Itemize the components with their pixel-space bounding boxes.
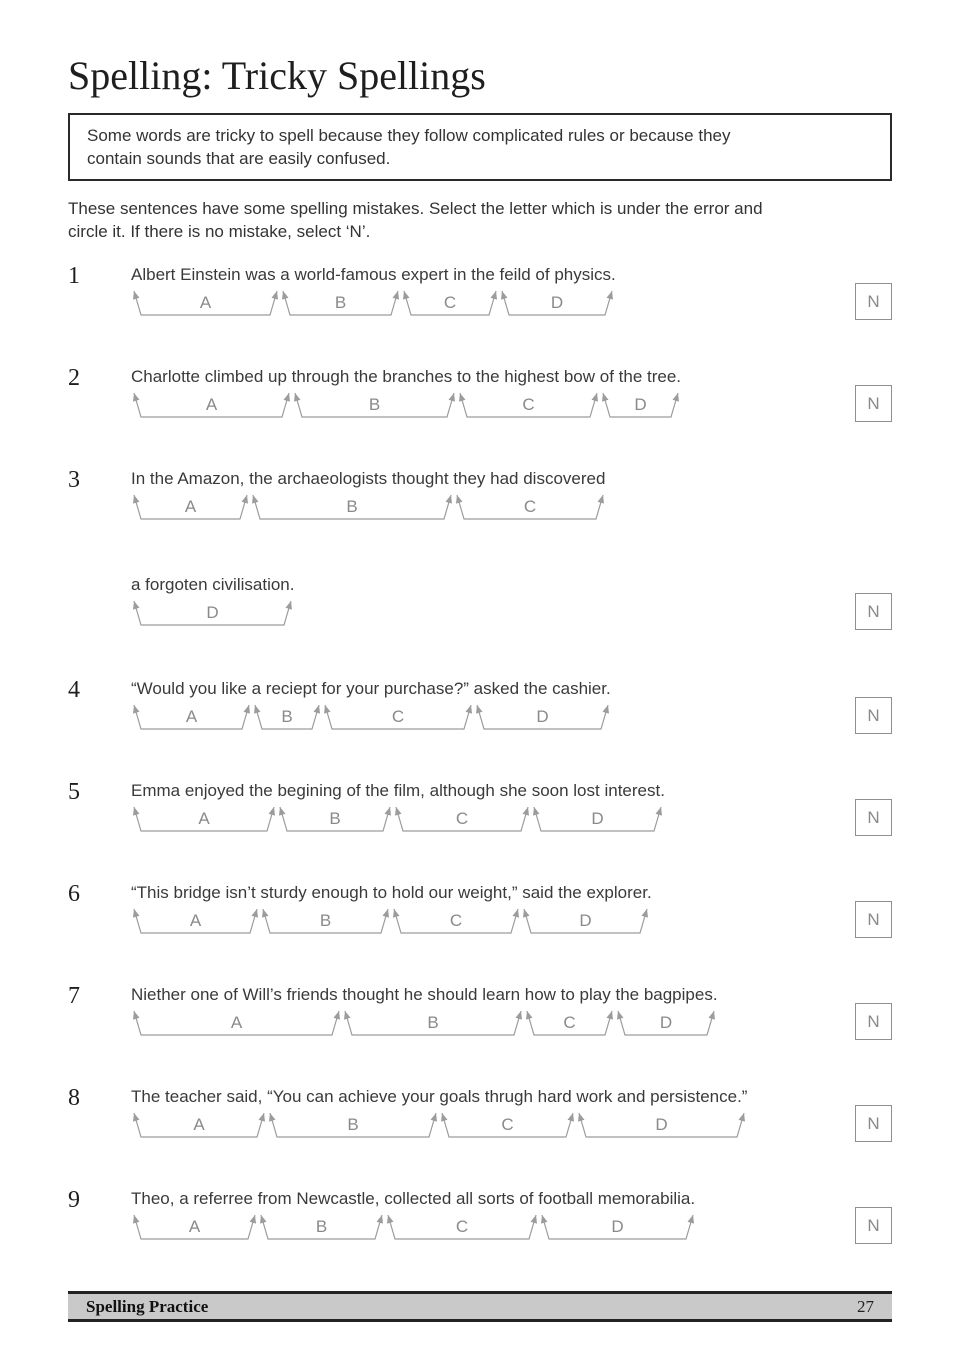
answer-option-d-q9[interactable] <box>539 1211 696 1243</box>
bracket-arrows-icon <box>439 1109 576 1141</box>
answer-brackets <box>131 491 892 523</box>
answer-option-b-q6[interactable] <box>260 905 391 937</box>
answer-option-b-q7[interactable] <box>342 1007 524 1039</box>
bracket-arrows-icon <box>277 803 393 835</box>
no-mistake-box-q9[interactable]: N <box>855 1207 892 1244</box>
option-letter: C <box>455 809 469 828</box>
answer-option-d-q2[interactable] <box>600 389 681 421</box>
question-content <box>131 779 892 881</box>
answer-option-b-q3[interactable] <box>250 491 454 523</box>
option-letter: C <box>443 293 457 312</box>
option-letter: B <box>346 497 358 516</box>
bracket-arrows-icon <box>131 597 294 629</box>
question-number: 2 <box>68 365 80 391</box>
bracket-arrows-icon <box>385 1211 539 1243</box>
answer-option-c-q5[interactable] <box>393 803 531 835</box>
bracket-arrows-icon <box>280 287 401 319</box>
page-title: Spelling: Tricky Spellings <box>68 53 486 98</box>
answer-option-b-q4[interactable] <box>252 701 322 733</box>
question-9 <box>68 1187 892 1289</box>
question-content <box>131 467 892 677</box>
question-line <box>131 677 892 733</box>
answer-option-a-q4[interactable] <box>131 701 252 733</box>
answer-option-a-q3[interactable] <box>131 491 250 523</box>
bracket-arrows-icon <box>252 701 322 733</box>
bracket-arrows-icon <box>393 803 531 835</box>
no-mistake-box-q8[interactable]: N <box>855 1105 892 1142</box>
answer-option-d-q1[interactable] <box>499 287 615 319</box>
answer-option-b-q5[interactable] <box>277 803 393 835</box>
option-letter: A <box>230 1013 243 1032</box>
option-letter: C <box>391 707 405 726</box>
answer-option-a-q2[interactable] <box>131 389 292 421</box>
question-3 <box>68 467 892 677</box>
question-4 <box>68 677 892 779</box>
question-line <box>131 881 892 937</box>
option-letter: A <box>188 1217 201 1236</box>
answer-option-c-q4[interactable] <box>322 701 474 733</box>
bracket-arrows-icon <box>521 905 650 937</box>
bracket-arrows-icon <box>524 1007 615 1039</box>
answer-brackets <box>131 1007 892 1039</box>
sentence-text: Charlotte climbed up through the branches to the highest bow of the tree. <box>131 367 682 386</box>
bracket-arrows-icon <box>342 1007 524 1039</box>
option-letter: D <box>659 1013 673 1032</box>
answer-option-a-q6[interactable] <box>131 905 260 937</box>
answer-option-c-q8[interactable] <box>439 1109 576 1141</box>
answer-option-d-q4[interactable] <box>474 701 611 733</box>
answer-option-d-q5[interactable] <box>531 803 664 835</box>
bracket-arrows-icon <box>454 491 606 523</box>
question-8 <box>68 1085 892 1187</box>
question-number: 9 <box>68 1187 80 1213</box>
no-mistake-box-q1[interactable]: N <box>855 283 892 320</box>
sentence-text: Albert Einstein was a world-famous expert in the feild of physics. <box>131 265 616 284</box>
bracket-arrows-icon <box>401 287 499 319</box>
sentence-text: Niether one of Will’s friends thought he should learn how to play the bagpipes. <box>131 985 718 1004</box>
bracket-arrows-icon <box>531 803 664 835</box>
footer-bar <box>68 1291 892 1322</box>
bracket-arrows-icon <box>267 1109 439 1141</box>
no-mistake-box-q6[interactable]: N <box>855 901 892 938</box>
option-letter: C <box>523 497 537 516</box>
question-line <box>131 365 892 421</box>
answer-option-b-q9[interactable] <box>258 1211 385 1243</box>
sentence-text: In the Amazon, the archaeologists thought they had discovered <box>131 469 606 488</box>
instructions-line-2: circle it. If there is no mistake, select ‘N’. <box>68 222 371 241</box>
answer-option-b-q1[interactable] <box>280 287 401 319</box>
bracket-arrows-icon <box>258 1211 385 1243</box>
option-letter: A <box>185 707 198 726</box>
option-letter: B <box>329 809 341 828</box>
footer-section-label: Spelling Practice <box>86 1296 209 1316</box>
option-letter: D <box>655 1115 668 1134</box>
option-letter: C <box>522 395 535 414</box>
intro-box-line-2: contain sounds that are easily confused. <box>87 149 391 168</box>
question-line <box>131 1085 892 1141</box>
answer-option-b-q2[interactable] <box>292 389 457 421</box>
answer-option-d-q8[interactable] <box>576 1109 747 1141</box>
bracket-arrows-icon <box>539 1211 696 1243</box>
answer-brackets <box>131 803 892 835</box>
question-number: 1 <box>68 263 80 289</box>
option-letter: D <box>591 809 604 828</box>
option-letter: C <box>455 1217 469 1236</box>
questions-list <box>68 263 892 1289</box>
answer-option-c-q1[interactable] <box>401 287 499 319</box>
option-letter: D <box>206 603 219 622</box>
option-letter: B <box>427 1013 439 1032</box>
answer-option-b-q8[interactable] <box>267 1109 439 1141</box>
bracket-arrows-icon <box>131 491 250 523</box>
option-letter: B <box>347 1115 359 1134</box>
option-letter: D <box>579 911 592 930</box>
option-letter: A <box>199 293 212 312</box>
question-content <box>131 1187 892 1289</box>
bracket-arrows-icon <box>131 1007 342 1039</box>
answer-option-a-q8[interactable] <box>131 1109 267 1141</box>
question-line <box>131 1187 892 1243</box>
question-number: 8 <box>68 1085 80 1111</box>
question-7 <box>68 983 892 1085</box>
answer-brackets <box>131 701 892 733</box>
question-line <box>131 983 892 1039</box>
question-number: 7 <box>68 983 80 1009</box>
no-mistake-box-q4[interactable]: N <box>855 697 892 734</box>
bracket-arrows-icon <box>600 389 681 421</box>
sentence-text: a forgoten civilisation. <box>131 575 295 594</box>
answer-brackets <box>131 905 892 937</box>
option-letter: A <box>205 395 218 414</box>
sentence-text: “This bridge isn’t sturdy enough to hold our weight,” said the explorer. <box>131 883 652 902</box>
question-content <box>131 677 892 779</box>
option-letter: A <box>193 1115 205 1134</box>
bracket-arrows-icon <box>499 287 615 319</box>
answer-brackets <box>131 1109 892 1141</box>
option-letter: A <box>189 911 202 930</box>
sentence-text: Theo, a referree from Newcastle, collected all sorts of football memorabilia. <box>131 1189 696 1208</box>
sentence-text: The teacher said, “You can achieve your goals thrugh hard work and persistence.” <box>131 1087 748 1106</box>
question-content <box>131 881 892 983</box>
no-mistake-box-q5[interactable]: N <box>855 799 892 836</box>
bracket-arrows-icon <box>250 491 454 523</box>
option-letter: D <box>634 395 647 414</box>
question-content <box>131 263 892 365</box>
question-content <box>131 983 892 1085</box>
option-letter: B <box>281 707 293 726</box>
option-letter: B <box>334 293 347 312</box>
answer-option-c-q7[interactable] <box>524 1007 615 1039</box>
option-letter: A <box>184 497 197 516</box>
option-letter: C <box>449 911 463 930</box>
bracket-arrows-icon <box>391 905 521 937</box>
option-letter: B <box>319 911 332 930</box>
answer-option-d-q3[interactable] <box>131 597 294 629</box>
bracket-arrows-icon <box>260 905 391 937</box>
option-letter: D <box>611 1217 624 1236</box>
bracket-arrows-icon <box>322 701 474 733</box>
question-line <box>131 263 892 319</box>
answer-option-c-q2[interactable] <box>457 389 600 421</box>
question-line <box>131 467 892 523</box>
bracket-arrows-icon <box>131 1211 258 1243</box>
answer-option-c-q9[interactable] <box>385 1211 539 1243</box>
instructions-line-1: These sentences have some spelling mistakes. Select the letter which is under the error and <box>68 199 763 218</box>
bracket-arrows-icon <box>576 1109 747 1141</box>
bracket-arrows-icon <box>457 389 600 421</box>
footer-page-number: 27 <box>857 1296 874 1316</box>
intro-box-line-1: Some words are tricky to spell because they follow complicated rules or because they <box>87 126 731 145</box>
bracket-arrows-icon <box>131 803 277 835</box>
option-letter: B <box>368 395 381 414</box>
no-mistake-box-q2[interactable]: N <box>855 385 892 422</box>
bracket-arrows-icon <box>292 389 457 421</box>
no-mistake-box-q3[interactable]: N <box>855 593 892 630</box>
question-number: 6 <box>68 881 80 907</box>
option-letter: D <box>550 293 564 312</box>
question-1 <box>68 263 892 365</box>
instructions <box>68 197 892 243</box>
option-letter: B <box>315 1217 328 1236</box>
answer-brackets <box>131 287 892 319</box>
answer-brackets <box>131 1211 892 1243</box>
question-6 <box>68 881 892 983</box>
question-5 <box>68 779 892 881</box>
question-number: 4 <box>68 677 80 703</box>
answer-option-c-q6[interactable] <box>391 905 521 937</box>
answer-option-a-q1[interactable] <box>131 287 280 319</box>
option-letter: D <box>536 707 549 726</box>
question-content <box>131 365 892 467</box>
bracket-arrows-icon <box>131 287 280 319</box>
answer-brackets <box>131 597 892 629</box>
question-number: 5 <box>68 779 80 805</box>
question-line <box>131 573 892 629</box>
intro-box <box>68 113 892 181</box>
answer-brackets <box>131 389 892 421</box>
answer-option-d-q7[interactable] <box>615 1007 717 1039</box>
no-mistake-box-q7[interactable]: N <box>855 1003 892 1040</box>
answer-option-a-q7[interactable] <box>131 1007 342 1039</box>
sentence-text: “Would you like a reciept for your purchase?” asked the cashier. <box>131 679 611 698</box>
question-2 <box>68 365 892 467</box>
answer-option-a-q5[interactable] <box>131 803 277 835</box>
answer-option-a-q9[interactable] <box>131 1211 258 1243</box>
bracket-arrows-icon <box>131 1109 267 1141</box>
question-number: 3 <box>68 467 80 493</box>
answer-option-c-q3[interactable] <box>454 491 606 523</box>
question-content <box>131 1085 892 1187</box>
option-letter: C <box>501 1115 514 1134</box>
sentence-text: Emma enjoyed the begining of the film, although she soon lost interest. <box>131 781 665 800</box>
answer-option-d-q6[interactable] <box>521 905 650 937</box>
bracket-arrows-icon <box>131 701 252 733</box>
bracket-arrows-icon <box>474 701 611 733</box>
bracket-arrows-icon <box>131 389 292 421</box>
bracket-arrows-icon <box>131 905 260 937</box>
bracket-arrows-icon <box>615 1007 717 1039</box>
question-line <box>131 779 892 835</box>
option-letter: A <box>198 809 210 828</box>
option-letter: C <box>563 1013 576 1032</box>
